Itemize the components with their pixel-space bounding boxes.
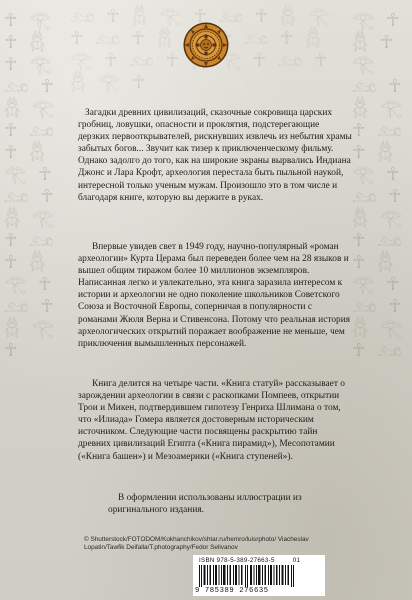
isbn-barcode (193, 555, 325, 596)
glyph-eye-icon: 𓂀 ☥ 𓆣 ☥ 𓂀 𓃭 ☥ 𓆣 𓂀 ☥ 𓃭 ☥ 𓆣 𓂀 ☥ 𓃭 ☥ 𓆣 𓂀 ☥ 𓃭 ☥ 𓆣 𓂀 ☥ 𓃭 ☥ 𓆣 𓂀 ☥ 𓃭 (352, 10, 406, 361)
ean-digits: 9 785389 276635 (195, 587, 269, 595)
annotation-paragraph-intro (0, 107, 412, 204)
barcode-bars-icon (199, 565, 299, 587)
paragraph-contents-text: Книга делится на четыре части. «Книга статуй» рассказывает о зарождении археологии в связи с раскопками Помпеев, открытии Трои и Микен, подтвердившем гипотезу Генриха Шлимана о том, что «Илиада» Гомера является достоверным историческим источником. Следующие части посвящены раскрытию тайн древних цивилизаций Египта («Книга пирамид»), Месопотамии («Книга башен») и Мезоамерики («Книга ступеней»). (78, 379, 345, 462)
annotation-paragraph-contents (0, 378, 412, 463)
issue-number: 01 (292, 557, 301, 564)
paragraph-illustrations-text: В оформлении использованы иллюстрации из оригинального издания. (108, 493, 302, 516)
annotation-paragraph-illustrations (0, 492, 412, 516)
glyph-ankh-icon: ☥ 𓂀 ☥ 𓆣 ☥ 𓂀 𓃭 ☥ 𓆣 𓂀 ☥ 𓃭 ☥ 𓆣 𓂀 ☥ 𓃭 ☥ 𓆣 𓂀 ☥ 𓃭 ☥ 𓆣 𓂀 ☥ 𓃭 ☥ 𓆣 𓂀 ☥ (4, 10, 58, 361)
glyph-scarab-icon: 𓃭 ☥ 𓆣 𓂀 ☥ 𓃭 ☥ 𓆣 𓂀 ☥ 𓃭 ☥ 𓆣 𓃭 ☥ 𓆣 𓂀 ☥ 𓃭 ☥ 𓂀 ☥ 𓃭 ☥ 𓆣 𓂀 ☥ (70, 6, 334, 93)
photo-credits: © Shutterstock/FOTODOM/Kokhanchikov/shtar.ru/hemro/luisrphoto/ Viacheslav Lopatin/Tawfik Deifalla/T.photography/Fedor Selivanov (84, 536, 309, 551)
annotation-paragraph-history (0, 241, 412, 350)
aztec-sun-stone-emblem-icon (183, 22, 229, 68)
paragraph-history-text: Впервые увидев свет в 1949 году, научно-популярный «роман археологии» Курта Церама был переведен более чем на 28 языков и вышел общим тиражом более 10 миллионов экземпляров. Написанная легко и увлекательно, эта книга заразила интересом к истории и археологии не одно поколение школьников Советского Союза и Восточной Европы, соперничая в популярности с романами Жюля Верна и Стивенсона. Потому что реальная история археологических открытий поражает воображение не меньше, чем приключения вымышленных персонажей. (78, 242, 351, 349)
isbn-label-row (199, 557, 300, 564)
paragraph-intro-text: Загадки древних цивилизаций, сказочные сокровища царских гробниц, ловушки, опасности и проклятия, подстерегающие дерзких первооткрывателей, рискнувших извлечь из небытия храмы забытых богов... Звучит как тизер к приключенческому фильму. Однако задолго до того, как на широкие экраны вырвались Индиана Джонс и Лара Крофт, археология перестала быть пыльной наукой, интересной только ученым мужам. Произошло это в том числе и благодаря книге, которую вы держите в руках. (78, 108, 352, 203)
isbn-label: ISBN 978-5-389-27663-5 (199, 557, 275, 564)
